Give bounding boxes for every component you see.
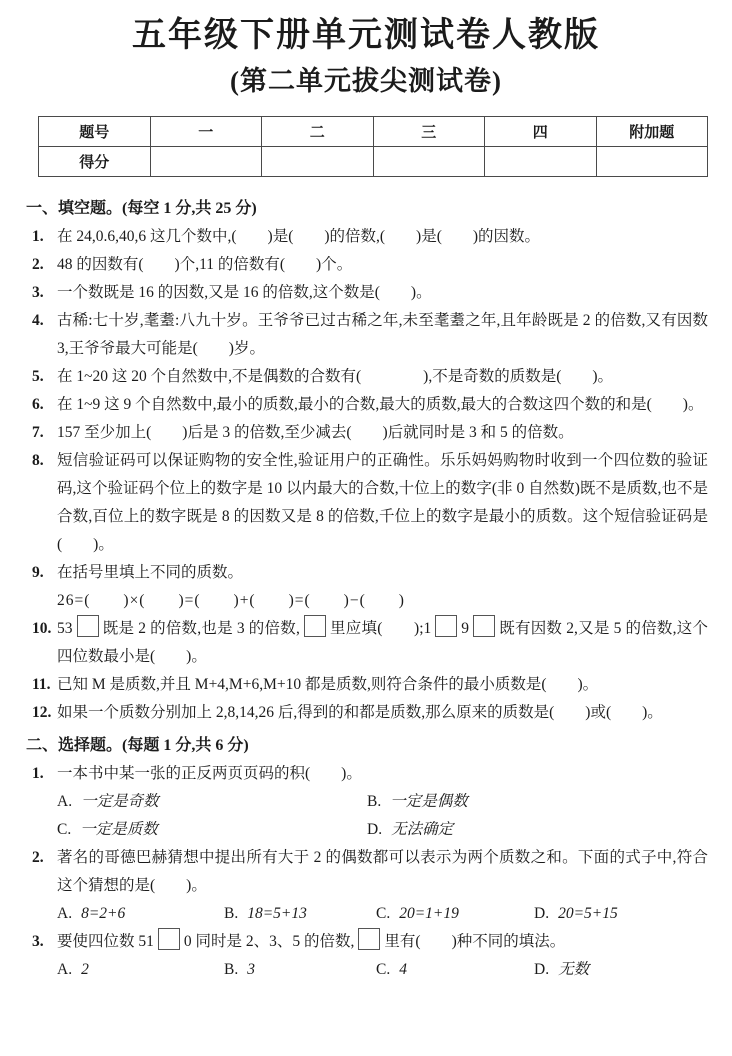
question-text: 古稀:七十岁,耄耋:八九十岁。王爷爷已过古稀之年,未至耄耋之年,且年龄既是 2 的倍数,又有因数 3,王爷爷最大可能是( )岁。 <box>57 312 708 357</box>
question-text: 如果一个质数分别加上 2,8,14,26 后,得到的和都是质数,那么原来的质数是( )或( )。 <box>57 704 663 721</box>
score-table <box>38 116 708 177</box>
fill-question-8 <box>26 447 708 559</box>
choice-3-options-row <box>26 956 708 984</box>
question-text: 已知 M 是质数,并且 M+4,M+6,M+10 都是质数,则符合条件的最小质数是( )。 <box>57 676 599 693</box>
option-b <box>224 900 376 928</box>
option-text: 一定是偶数 <box>390 793 468 810</box>
fill-question-10 <box>26 615 708 671</box>
option-text: 无法确定 <box>391 821 454 838</box>
question-number: 1. <box>32 228 44 245</box>
option-text: 无数 <box>558 961 590 978</box>
blank-box <box>304 615 326 637</box>
score-cell-1 <box>150 147 262 177</box>
option-a <box>57 788 367 816</box>
option-label: A. <box>57 961 73 978</box>
question-text: 要使四位数 51 0 同时是 2、3、5 的倍数, 里有( )种不同的填法。 <box>57 933 565 950</box>
question-text: 53 既是 2 的倍数,也是 3 的倍数, 里应填( );1 9 既有因数 2,又是 5 的倍数,这个四位数最小是( )。 <box>57 620 708 665</box>
question-number: 2. <box>32 256 44 273</box>
section2-heading: 二、选择题。(每题 1 分,共 6 分) <box>26 737 249 754</box>
score-label-cell: 得分 <box>39 147 151 177</box>
prime-equation-line: 26=( )×( )=( )+( )=( )−( ) <box>57 592 405 609</box>
question-text: 在括号里填上不同的质数。 <box>57 564 244 581</box>
option-b <box>367 788 677 816</box>
question-number: 8. <box>32 452 44 469</box>
score-table-col-1: 一 <box>150 117 262 147</box>
question-text: 一个数既是 16 的因数,又是 16 的倍数,这个数是( )。 <box>57 284 432 301</box>
option-c <box>376 956 534 984</box>
option-label: C. <box>57 821 72 838</box>
option-label: D. <box>534 961 550 978</box>
blank-box <box>158 928 180 950</box>
blank-box <box>358 928 380 950</box>
fill-question-9 <box>26 559 708 615</box>
choice-2-options-row <box>26 900 708 928</box>
question-text: 157 至少加上( )后是 3 的倍数,至少减去( )后就同时是 3 和 5 的倍数。 <box>57 424 574 441</box>
question-number: 3. <box>32 284 44 301</box>
fill-question-6 <box>26 391 708 419</box>
paper-body <box>26 195 708 984</box>
fill-question-1 <box>26 223 708 251</box>
score-cell-4 <box>485 147 597 177</box>
score-cell-2 <box>262 147 374 177</box>
option-text: 4 <box>399 961 407 978</box>
question-number: 4. <box>32 312 44 329</box>
question-text: 短信验证码可以保证购物的安全性,验证用户的正确性。乐乐妈妈购物时收到一个四位数的验证码,这个验证码个位上的数字是 10 以内最大的合数,十位上的数字(非 0 自然数)既不是质数,也不是合数,百位上的数字既是 8 的因数又是 8 的倍数,千位上的数字是最小的质数。这个短信验证码是( )。 <box>57 452 708 553</box>
option-label: B. <box>367 793 382 810</box>
option-text: 3 <box>247 961 255 978</box>
question-number: 3. <box>32 933 44 950</box>
option-text: 一定是质数 <box>80 821 158 838</box>
question-number: 11. <box>32 676 51 693</box>
question-text: 在 1~20 这 20 个自然数中,不是偶数的合数有( ),不是奇数的质数是( )。 <box>57 368 614 385</box>
question-number: 7. <box>32 424 44 441</box>
choice-1-options-row-2 <box>26 816 708 844</box>
blank-box <box>435 615 457 637</box>
choice-question-3 <box>26 928 708 956</box>
option-d <box>367 816 677 844</box>
page-title: 五年级下册单元测试卷人教版 <box>132 17 600 54</box>
question-text: 48 的因数有( )个,11 的倍数有( )个。 <box>57 256 353 273</box>
option-b <box>224 956 376 984</box>
question-number: 2. <box>32 849 44 866</box>
option-label: D. <box>367 821 383 838</box>
option-text: 18=5+13 <box>247 905 307 922</box>
option-d <box>534 900 618 928</box>
question-number: 10. <box>32 620 52 637</box>
score-table-col-3: 三 <box>373 117 485 147</box>
fill-question-7 <box>26 419 708 447</box>
choice-question-1 <box>26 760 708 788</box>
choice-question-2 <box>26 844 708 900</box>
fill-question-2 <box>26 251 708 279</box>
blank-box <box>473 615 495 637</box>
question-number: 6. <box>32 396 44 413</box>
option-label: C. <box>376 961 391 978</box>
option-text: 20=5+15 <box>558 905 618 922</box>
choice-1-options-row-1 <box>26 788 708 816</box>
score-table-col-2: 二 <box>262 117 374 147</box>
option-label: A. <box>57 793 73 810</box>
option-c <box>376 900 534 928</box>
fill-question-3 <box>26 279 708 307</box>
question-text: 在 1~9 这 9 个自然数中,最小的质数,最小的合数,最大的质数,最大的合数这四个数的和是( )。 <box>57 396 704 413</box>
question-number: 12. <box>32 704 52 721</box>
question-number: 1. <box>32 765 44 782</box>
score-table-score-row <box>39 147 708 177</box>
score-cell-3 <box>373 147 485 177</box>
option-text: 8=2+6 <box>81 905 126 922</box>
option-label: B. <box>224 905 239 922</box>
option-text: 20=1+19 <box>399 905 459 922</box>
blank-box <box>77 615 99 637</box>
option-a <box>57 900 224 928</box>
option-text: 一定是奇数 <box>81 793 159 810</box>
question-text: 著名的哥德巴赫猜想中提出所有大于 2 的偶数都可以表示为两个质数之和。下面的式子中,符合这个猜想的是( )。 <box>57 849 708 894</box>
option-a <box>57 956 224 984</box>
option-label: B. <box>224 961 239 978</box>
option-text: 2 <box>81 961 89 978</box>
option-c <box>57 816 367 844</box>
section1-heading: 一、填空题。(每空 1 分,共 25 分) <box>26 200 257 217</box>
fill-question-12 <box>26 699 708 727</box>
score-cell-extra <box>596 147 708 177</box>
fill-question-11 <box>26 671 708 699</box>
fill-question-5 <box>26 363 708 391</box>
fill-question-4 <box>26 307 708 363</box>
score-table-col-label: 题号 <box>39 117 151 147</box>
question-text: 一本书中某一张的正反两页页码的积( )。 <box>57 765 362 782</box>
page-subtitle: (第二单元拔尖测试卷) <box>230 66 502 96</box>
option-label: A. <box>57 905 73 922</box>
option-label: C. <box>376 905 391 922</box>
option-d <box>534 956 589 984</box>
question-number: 5. <box>32 368 44 385</box>
score-table-col-4: 四 <box>485 117 597 147</box>
score-table-col-extra: 附加题 <box>596 117 708 147</box>
option-label: D. <box>534 905 550 922</box>
score-table-header-row <box>39 117 708 147</box>
question-number: 9. <box>32 564 44 581</box>
question-text: 在 24,0.6,40,6 这几个数中,( )是( )的倍数,( )是( )的因数。 <box>57 228 541 245</box>
